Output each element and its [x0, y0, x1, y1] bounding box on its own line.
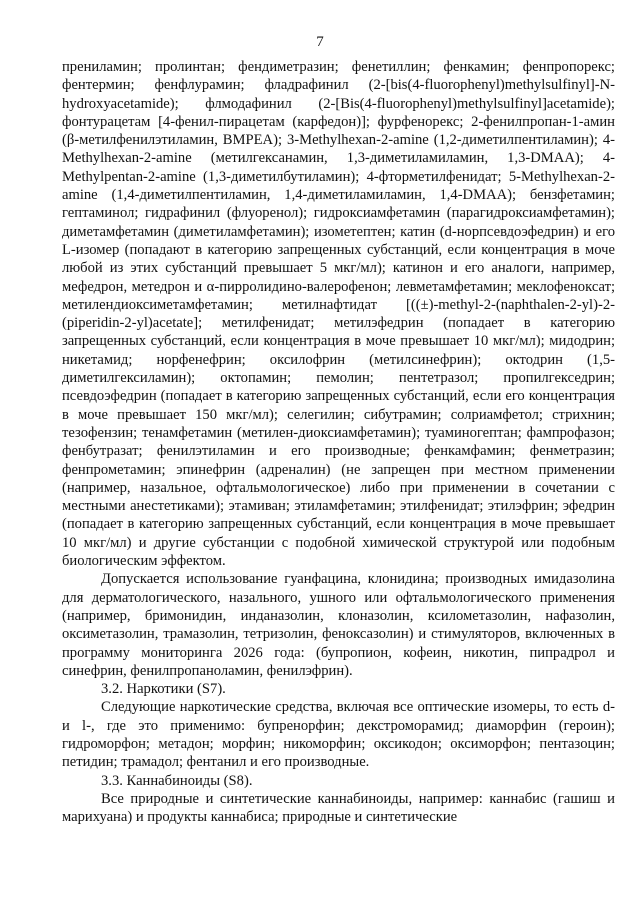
- narcotics-section-heading: 3.2. Наркотики (S7).: [101, 681, 226, 698]
- document-body: [62, 58, 615, 826]
- cannabinoids-paragraph: Все природные и синтетические каннабиноиды, например: каннабис (гашиш и марихуана) и продукты каннабиса; природные и синтетические: [62, 790, 615, 826]
- page-number: 7: [316, 34, 324, 50]
- cannabinoids-section-heading: 3.3. Каннабиноиды (S8).: [101, 772, 253, 789]
- stimulants-list-paragraph: прениламин; пролинтан; фендиметразин; фенетиллин; фенкамин; фенпропорекс; фентермин; фенфлурамин; фладрафинил (2-[bis(4-fluorophenyl)methylsulfinyl]-N-hydroxyacetamide); флмодафинил (2-[Bis(4-fluorophenyl)methylsulfinyl]acetamide); фонтурацетам [4-фенил-пирацетам (карфедон)]; фурфенорекс; 2-фенилпропан-1-амин (β-метилфенилэтиламин, BMPEA); 3-Methylhexan-2-amine (1,2-диметилпентиламин); 4-Methylhexan-2-amine (метилгексанамин, 1,3-диметиламиламин, 1,3-DMAA); 4-Methylpentan-2-amine (1,3-диметилбутиламин); 4-фторметилфенидат; 5-Methylhexan-2-amine (1,4-диметилпентиламин, 1,4-диметиламиламин, 1,4-DMAA); бензфетамин; гептаминол; гидрафинил (флуоренол); гидроксиамфетамин (парагидроксиамфетамин); диметамфетамин (диметиламфетамин); изометептен; катин (d-норпсевдоэфедрин) и его L-изомер (попадают в категорию запрещенных субстанций, если концентрация в моче любой из этих субстанций превышает 5 мкг/мл); катинон и его аналоги, например, мефедрон, метедрон и α-пирролидино-валерофенон; левметамфетамин; меклофеноксат; метилендиоксиметамфетамин; метилнафтидат [((±)-methyl-2-(naphthalen-2-yl)-2-(piperidin-2-yl)acetate]; метилфенидат; метилэфедрин (попадает в категорию запрещенных субстанций, если концентрация в моче превышает 10 мкг/мл); мидодрин; никетамид; норфенефрин; оксилофрин (метилсинефрин); октодрин (1,5-диметилгексиламин); октопамин; пемолин; пентетразол; пропилгекседрин; псевдоэфедрин (попадает в категорию запрещенных субстанций, если его концентрация в моче превышает 150 мкг/мл); селегилин; сибутрамин; солриамфетол; стрихнин; тезофензин; тенамфетамин (метилен-диоксиамфетамин); туаминогептан; фампрофазон; фенбутразат; фенилэтиламин и его производные; фенкамфамин; фенметразин; фенпрометамин; эпинефрин (адреналин) (не запрещен при местном применении (например, назальное, офтальмологическое) либо при применении в сочетании с местными анестетиками); этамиван; этиламфетамин; этилфенидат; этилэфрин; эфедрин (попадает в категорию запрещенных субстанций, если концентрация в моче превышает 10 мкг/мл) и другие субстанции с подобной химической структурой или подобным биологическим эффектом.: [62, 59, 615, 570]
- permitted-use-paragraph: Допускается использование гуанфацина, клонидина; производных имидазолина для дерматологического, назального, ушного или офтальмологического применения (например, бримонидин, инданазолин, клоназолин, ксилометазолин, нафазолин, оксиметазолин, трамазолин, тетризолин, феноксазолин) и стимуляторов, включенных в программу мониторинга 2026 года: (бупропион, кофеин, никотин, пипрадрол и синефрин, фенилпропаноламин, фенилэфрин).: [62, 571, 615, 679]
- narcotics-paragraph: Следующие наркотические средства, включая все оптические изомеры, то есть d- и l-, где это применимо: бупренорфин; декстроморамид; диаморфин (героин); гидроморфон; метадон; морфин; никоморфин; оксикодон; оксиморфон; пентазоцин; петидин; трамадол; фентанил и его производные.: [62, 699, 615, 771]
